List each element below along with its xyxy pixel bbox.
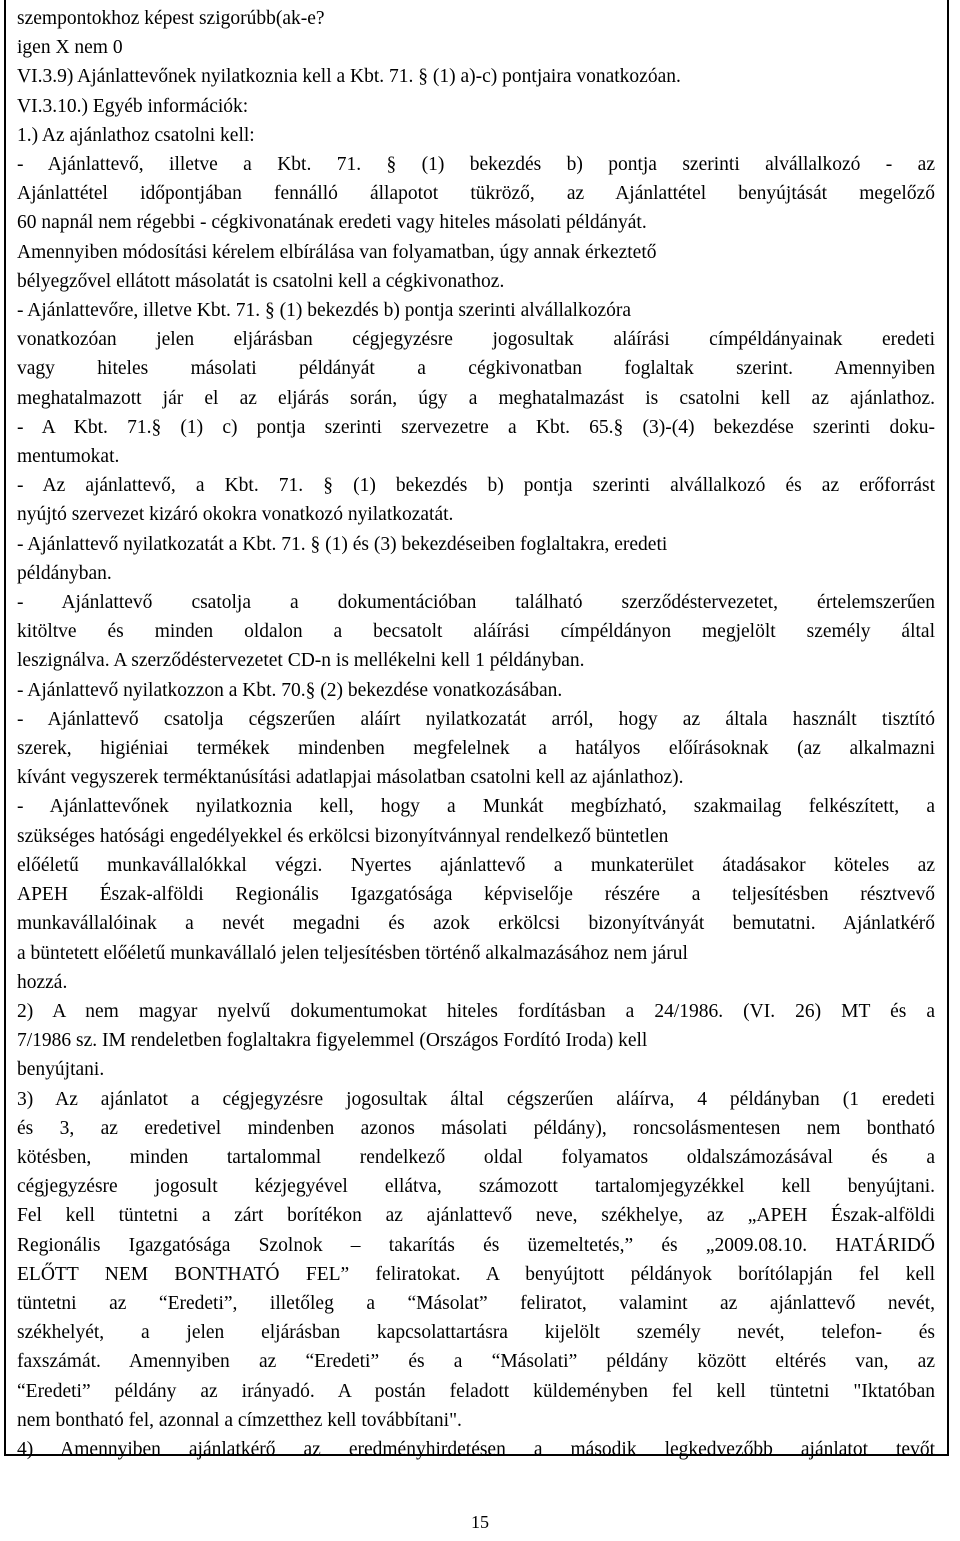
text-line: APEH Észak-alföldi Regionális Igazgatósága képviselője részére a teljesítésben résztvevő — [17, 884, 935, 906]
text-line: székhelyét, a jelen eljárásban kapcsolattartásra kijelölt személy nevét, telefon- és — [17, 1322, 935, 1344]
text-line: a büntetett előéletű munkavállaló jelen teljesítésben történő alkalmazásához nem járul — [17, 942, 688, 964]
text-line: - Ajánlattevő nyilatkozatát a Kbt. 71. § (1) és (3) bekezdéseiben foglaltakra, eredeti — [17, 533, 668, 555]
text-line: kötésben, minden tartalommal rendelkező oldal folyamatos oldalszámozásával és a — [17, 1146, 935, 1168]
text-line: Amennyiben módosítási kérelem elbírálása van folyamatban, úgy annak érkeztető — [17, 241, 657, 263]
text-line: ELŐTT NEM BONTHATÓ FEL” feliratokat. A benyújtott példányok borítólapján fel kell — [17, 1263, 935, 1285]
text-line: munkavállalóinak a nevét megadni és azok erkölcsi bizonyítványát bemutatni. Ajánlatkérő — [17, 913, 935, 935]
text-line: - Ajánlattevő, illetve a Kbt. 71. § (1) bekezdés b) pontja szerinti alvállalkozó - az — [17, 154, 935, 176]
text-line: hozzá. — [17, 971, 68, 993]
text-line: szempontokhoz képest szigorúbb(ak-e? — [17, 8, 325, 29]
text-line: - Ajánlattevő csatolja cégszerűen aláírt nyilatkozatát arról, hogy az általa használt tisztító — [17, 708, 935, 730]
text-line: 2) A nem magyar nyelvű dokumentumokat hiteles fordításban a 24/1986. (VI. 26) MT és a — [17, 1000, 935, 1022]
text-line: benyújtani. — [17, 1059, 105, 1081]
text-line: VI.3.10.) Egyéb információk: — [17, 95, 249, 117]
text-line: meghatalmazott jár el az eljárás során, úgy a meghatalmazást is csatolni kell az ajánlathoz. — [17, 387, 935, 409]
text-line: igen X nem 0 — [17, 37, 123, 59]
text-line: szerek, higiéniai termékek mindenben megfelelnek a hatályos előírásoknak (az alkalmazni — [17, 738, 935, 760]
text-line: példányban. — [17, 562, 112, 584]
text-line: - Az ajánlattevő, a Kbt. 71. § (1) bekezdés b) pontja szerinti alvállalkozó és az erőforrást — [17, 475, 935, 497]
text-line: cégjegyzésre jogosult kézjegyével ellátva, számozott tartalomjegyzékkel kell benyújtani. — [17, 1176, 935, 1198]
text-line: kívánt vegyszerek terméktanúsítási adatlapjai másolatban csatolni kell az ajánlathoz). — [17, 767, 684, 789]
text-line: - Ajánlattevő nyilatkozzon a Kbt. 70.§ (2) bekezdése vonatkozásában. — [17, 679, 563, 701]
text-line: faxszámát. Amennyiben az “Eredeti” és a “Másolati” példány között eltérés van, az — [17, 1351, 935, 1373]
text-line: és 3, az eredetivel mindenben azonos másolati példány), roncsolásmentesen nem bontható — [17, 1117, 935, 1139]
text-line: “Eredeti” példány az irányadó. A postán feladott küldeményben fel kell tüntetni "Iktatóban — [17, 1380, 935, 1402]
text-line: - A Kbt. 71.§ (1) c) pontja szerinti szervezetre a Kbt. 65.§ (3)-(4) bekezdése szerinti doku- — [17, 416, 935, 438]
text-line: - Ajánlattevőnek nyilatkoznia kell, hogy a Munkát megbízható, szakmailag felkészített, a — [17, 796, 935, 818]
text-line: nem bontható fel, azonnal a címzetthez kell továbbítani". — [17, 1409, 462, 1431]
text-line: bélyegzővel ellátott másolatát is csatolni kell a cégkivonathoz. — [17, 270, 505, 292]
text-line: előéletű munkavállalókkal végzi. Nyertes ajánlattevő a munkaterület átadásakor köteles az — [17, 854, 935, 876]
text-line: Ajánlattétel időpontjában fennálló állapotot tükröző, az Ajánlattétel benyújtását megelőző — [17, 183, 935, 205]
text-line: 60 napnál nem régebbi - cégkivonatának eredeti vagy hiteles másolati példányát. — [17, 212, 647, 234]
text-line: - Ajánlattevőre, illetve Kbt. 71. § (1) bekezdés b) pontja szerinti alvállalkozóra — [17, 300, 632, 322]
document-body — [17, 4, 935, 1464]
text-line: nyújtó szervezet kizáró okokra vonatkozó nyilatkozatát. — [17, 504, 454, 526]
text-line: Regionális Igazgatósága Szolnok – takarítás és üzemeltetés,” és „2009.08.10. HATÁRIDŐ — [17, 1234, 935, 1256]
text-line: szükséges hatósági engedélyekkel és erkölcsi bizonyítvánnyal rendelkező büntetlen — [17, 825, 669, 847]
page-number: 15 — [471, 1512, 489, 1532]
text-line: tüntetni az “Eredeti”, illetőleg a “Másolat” feliratot, valamint az ajánlattevő nevét, — [17, 1292, 935, 1314]
text-line: kitöltve és minden oldalon a becsatolt aláírási címpéldányon megjelölt személy által — [17, 621, 935, 643]
text-line: mentumokat. — [17, 446, 120, 468]
text-line: vonatkozóan jelen eljárásban cégjegyzésre jogosultak aláírási címpéldányainak eredeti — [17, 329, 935, 351]
text-line: leszignálva. A szerződéstervezetet CD-n is mellékelni kell 1 példányban. — [17, 650, 585, 672]
text-line: Fel kell tüntetni a zárt borítékon az ajánlattevő neve, székhelye, az „APEH Észak-alföldi — [17, 1205, 935, 1227]
text-line: VI.3.9) Ajánlattevőnek nyilatkoznia kell a Kbt. 71. § (1) a)-c) pontjaira vonatkozóan. — [17, 66, 681, 88]
text-line: 1.) Az ajánlathoz csatolni kell: — [17, 124, 255, 146]
text-line: 7/1986 sz. IM rendeletben foglaltakra figyelemmel (Országos Fordító Iroda) kell — [17, 1030, 648, 1052]
text-line: vagy hiteles másolati példányát a cégkivonatban foglaltak szerint. Amennyiben — [17, 358, 935, 380]
text-line: 4) Amennyiben ajánlatkérő az eredményhirdetésen a második legkedvezőbb ajánlatot tevőt — [17, 1438, 935, 1460]
text-line: - Ajánlattevő csatolja a dokumentációban található szerződéstervezetet, értelemszerűen — [17, 592, 935, 614]
text-line: 3) Az ajánlatot a cégjegyzésre jogosultak által cégszerűen aláírva, 4 példányban (1 eredeti — [17, 1088, 935, 1110]
